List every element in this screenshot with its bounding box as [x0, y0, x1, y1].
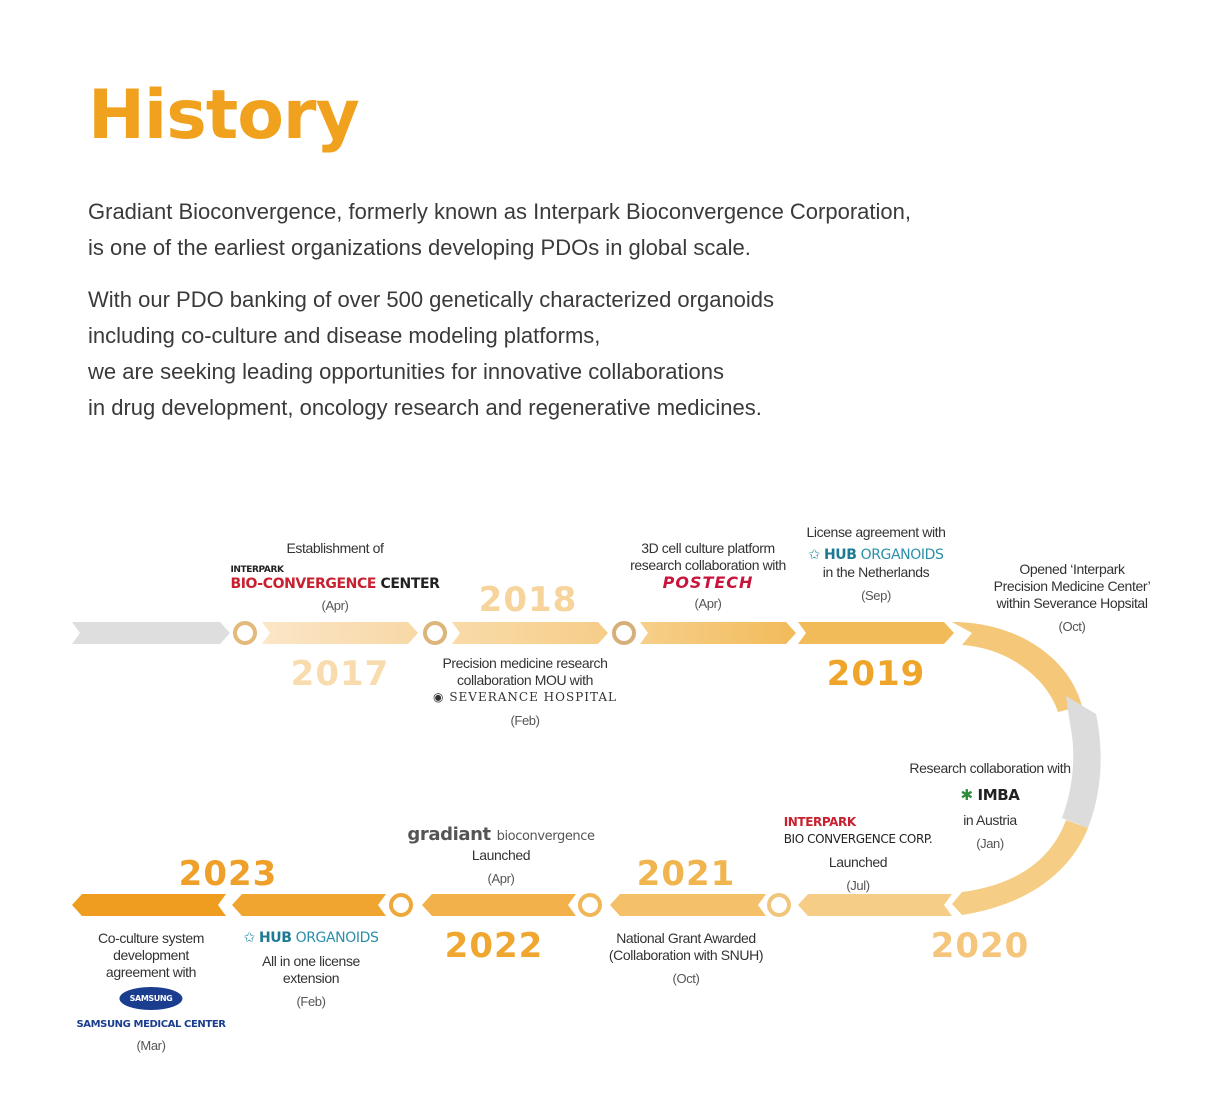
arrow-segment-2022: [422, 894, 576, 916]
intro-line: we are seeking leading opportunities for innovative collaborations: [88, 359, 724, 384]
intro-line: With our PDO banking of over 500 genetically characterized organoids: [88, 287, 775, 312]
postech-logo: POSTECH: [662, 573, 754, 592]
event-date: (Apr): [694, 596, 722, 611]
imba-figure-icon: ✱: [960, 786, 973, 804]
timeline-marker: [425, 623, 445, 643]
event-text: National Grant Awarded: [616, 930, 756, 946]
timeline-marker: [769, 895, 789, 915]
event-date: (Apr): [321, 598, 349, 613]
severance-hospital-logo: [433, 689, 617, 706]
event-text: collaboration MOU with: [457, 672, 593, 688]
event-text: agreement with: [105, 964, 197, 980]
interpark-logo: [230, 563, 439, 591]
interpark-logo-small: INTERPARK: [230, 565, 284, 575]
arrow-segment-2023a: [232, 894, 386, 916]
year-label-2022: 2022: [444, 926, 544, 966]
timeline-marker: [614, 623, 634, 643]
hub-star-icon: ✩: [808, 547, 820, 563]
event-text: Opened ‘Interpark: [1019, 561, 1125, 577]
event-text: Establishment of: [286, 540, 384, 556]
arrow-segment-2023b: [72, 894, 226, 916]
arrow-segment-2018a: [452, 622, 608, 644]
year-label-2019: 2019: [826, 654, 926, 694]
gradiant-logo-sub: bioconvergence: [496, 829, 595, 844]
year-label-2017: 2017: [290, 654, 390, 694]
arrow-segment-2021: [610, 894, 766, 916]
event-date: (Oct): [672, 971, 700, 986]
event-text: (Collaboration with SNUH): [608, 947, 764, 963]
event-date: (Mar): [136, 1038, 166, 1053]
event-text: All in one license: [262, 953, 360, 969]
arrow-segment-grey: [72, 622, 230, 644]
event-date: (Jul): [846, 878, 870, 893]
event-date: (Oct): [1058, 619, 1086, 634]
samsung-oval-logo: SAMSUNG: [120, 987, 183, 1010]
event-text: Precision medicine research: [442, 655, 608, 671]
severance-logo-text: SEVERANCE HOSPITAL: [449, 690, 617, 704]
intro-line: is one of the earliest organizations developing PDOs in global scale.: [88, 235, 751, 260]
event-text: in Austria: [963, 812, 1017, 828]
event-text: Precision Medicine Center’: [993, 578, 1151, 594]
severance-emblem-icon: ◉: [433, 690, 445, 704]
imba-logo: [909, 787, 1070, 804]
event-2021-oct: [609, 930, 763, 987]
arrow-segment-2019: [798, 622, 954, 644]
interpark-logo-red: BIO-CONVERGENCE: [230, 576, 376, 592]
event-date: (Jan): [976, 836, 1004, 851]
timeline-marker: [391, 895, 411, 915]
event-text: in the Netherlands: [822, 564, 930, 580]
event-2018-apr: [630, 540, 786, 612]
event-2020-jul: [784, 814, 933, 894]
gradiant-logo-main: gradiant: [407, 824, 491, 845]
curve-upper: [952, 622, 1082, 712]
interpark-corp-logo-red: INTERPARK: [783, 815, 856, 829]
event-2023-mar: [76, 930, 225, 1054]
event-text: Co-culture system: [97, 930, 205, 946]
arrow-segment-2017: [262, 622, 418, 644]
event-text: License agreement with: [806, 524, 946, 540]
arrow-segment-2020: [798, 894, 952, 916]
hub-organoids-logo: [806, 547, 945, 564]
event-2019-sep: [806, 524, 945, 604]
event-text: research collaboration with: [630, 557, 786, 573]
event-date: (Sep): [861, 588, 891, 603]
timeline-marker: [580, 895, 600, 915]
event-text: extension: [282, 970, 340, 986]
event-date: (Apr): [487, 871, 515, 886]
gradiant-logo: [407, 826, 594, 845]
samsung-medical-center-logo: SAMSUNG MEDICAL CENTER: [76, 1019, 226, 1030]
event-date: (Feb): [296, 994, 326, 1009]
intro-line: in drug development, oncology research and regenerative medicines.: [88, 395, 762, 420]
event-2020-jan: [909, 760, 1070, 852]
hub-organoids-logo: [244, 930, 379, 947]
arrow-segment-2018b: [640, 622, 796, 644]
event-date: (Feb): [510, 713, 540, 728]
interpark-logo-black: CENTER: [380, 576, 440, 592]
event-text: Launched: [828, 854, 888, 870]
hub-star-icon: ✩: [243, 930, 255, 946]
event-text: Launched: [471, 847, 531, 863]
hub-logo-rest: ORGANOIDS: [860, 547, 944, 563]
hub-logo-bold: HUB: [258, 930, 292, 946]
event-text: 3D cell culture platform: [641, 540, 775, 556]
event-2019-oct: [994, 561, 1151, 635]
interpark-corp-logo: [784, 814, 933, 848]
event-2017-apr: [230, 540, 439, 614]
interpark-corp-logo-black: BIO CONVERGENCE CORP.: [783, 832, 933, 846]
year-label-2023: 2023: [178, 854, 278, 894]
event-2023-feb: [244, 930, 379, 1010]
intro-line: including co-culture and disease modeling platforms,: [88, 323, 601, 348]
event-text: within Severance Hopsital: [996, 595, 1148, 611]
event-2018-feb: [433, 655, 617, 729]
intro-line: Gradiant Bioconvergence, formerly known as Interpark Bioconvergence Corporation,: [88, 199, 911, 224]
page-title: History: [88, 76, 359, 155]
hub-logo-bold: HUB: [823, 547, 857, 563]
timeline-marker: [235, 623, 255, 643]
year-label-2018: 2018: [478, 580, 578, 620]
year-label-2020: 2020: [930, 926, 1030, 966]
event-text: development: [113, 947, 189, 963]
samsung-logo: [76, 987, 225, 1010]
event-text: Research collaboration with: [909, 760, 1071, 776]
imba-logo-text: IMBA: [977, 786, 1020, 804]
event-2022-apr: [407, 826, 594, 887]
hub-logo-rest: ORGANOIDS: [295, 930, 379, 946]
year-label-2021: 2021: [636, 854, 736, 894]
